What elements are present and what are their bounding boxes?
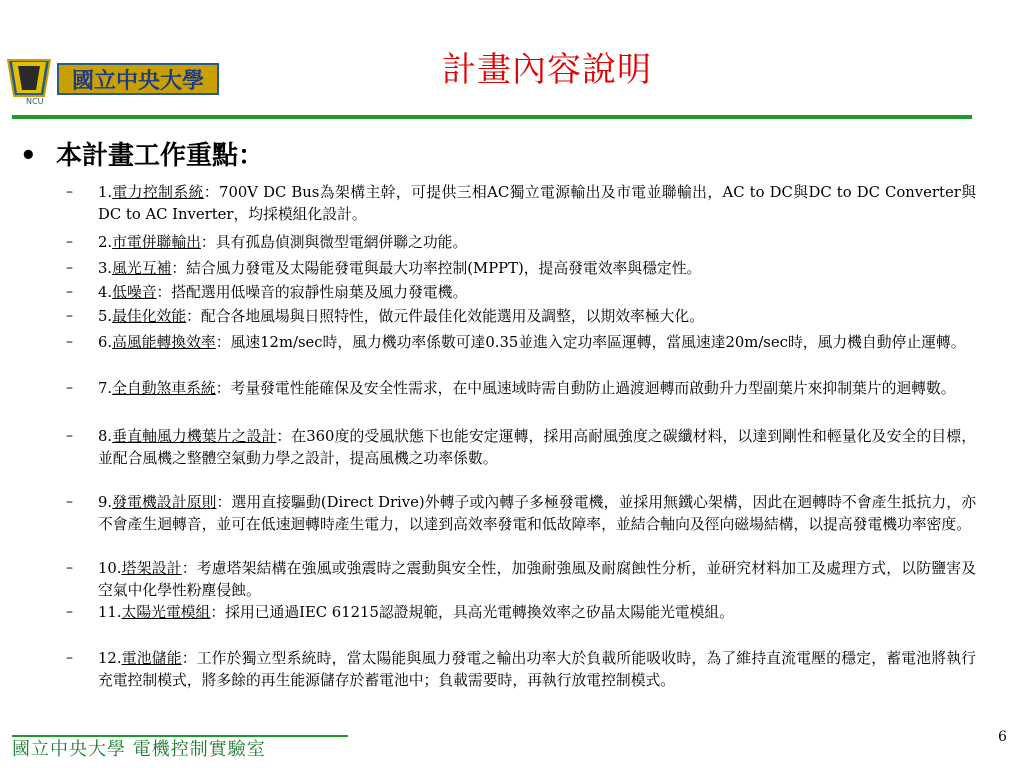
item-text: ：結合風力發電及太陽能發電與最大功率控制(MPPT)，提高發電效率與穩定性。	[171, 260, 702, 277]
item-number: 2.	[98, 234, 113, 251]
item-term: 太陽光電模組	[121, 604, 211, 621]
page-number: 6	[998, 729, 1007, 745]
item-number: 12.	[98, 650, 122, 667]
item-text: ：具有孤島偵測與微型電網併聯之功能。	[200, 234, 468, 251]
item-text: ：採用已通過IEC 61215認證規範，具高光電轉換效率之矽晶太陽能光電模組。	[210, 604, 734, 621]
dash-bullet: –	[66, 284, 73, 300]
item-term: 高風能轉換效率	[112, 334, 216, 351]
dash-bullet: –	[66, 334, 73, 350]
item-text: ：配合各地風場與日照特性，做元件最佳化效能選用及調整，以期效率極大化。	[186, 308, 705, 325]
item-number: 5.	[98, 308, 113, 325]
bullet-icon: •	[20, 141, 37, 171]
item-number: 1.	[98, 184, 113, 201]
item-term: 全自動煞車系統	[112, 380, 216, 397]
item-number: 9.	[98, 494, 113, 511]
dash-bullet: –	[66, 428, 73, 444]
dash-bullet: –	[66, 260, 73, 276]
item-text: ：選用直接驅動(Direct Drive)外轉子或內轉子多極發電機，並採用無鐵心架構，因此在迴轉時不會產生抵抗力，亦不會產生迴轉音，並可在低速迴轉時產生電力，以達到高效率發電和低故障率，並結合軸向及徑向磁場結構，以提高發電機功率密度。	[98, 494, 976, 533]
item-number: 11.	[98, 604, 122, 621]
item-text: ：工作於獨立型系統時，當太陽能與風力發電之輸出功率大於負載所能吸收時，為了維持直流電壓的穩定，蓄電池將執行充電控制模式，將多餘的再生能源儲存於蓄電池中；負載需要時，再執行放電控制模式。	[98, 650, 976, 689]
logo-text: 國立中央大學	[71, 68, 205, 94]
item-term: 最佳化效能	[112, 308, 187, 325]
title-divider	[12, 115, 972, 119]
item-number: 10.	[98, 560, 122, 577]
item-term: 電池儲能	[121, 650, 182, 667]
section-heading	[20, 138, 264, 174]
item-term: 風光互補	[112, 260, 172, 277]
item-term: 低噪音	[112, 284, 157, 301]
dash-bullet: –	[66, 308, 73, 324]
dash-bullet: –	[66, 604, 73, 620]
dash-bullet: –	[66, 560, 73, 576]
item-term: 電力控制系統	[112, 184, 204, 201]
item-term: 塔架設計	[121, 560, 182, 577]
dash-bullet: –	[66, 184, 73, 200]
item-text: ：風速12m/sec時，風力機功率係數可達0.35並進入定功率區運轉，當風速達20m/sec時，風力機自動停止運轉。	[215, 334, 966, 351]
dash-bullet: –	[66, 234, 73, 250]
item-text: ：在360度的受風狀態下也能安定運轉，採用高耐風強度之碳纖材料，以達到剛性和輕量化及安全的目標，並配合風機之整體空氣動力學之設計，提高風機之功率係數。	[98, 428, 976, 467]
item-text: ：考量發電性能確保及安全性需求，在中風速域時需自動防止過渡迴轉而啟動升力型副葉片來抑制葉片的迴轉數。	[215, 380, 956, 397]
item-number: 7.	[98, 380, 113, 397]
item-number: 6.	[98, 334, 113, 351]
item-text: ：700V DC Bus為架構主幹，可提供三相AC獨立電源輸出及市電並聯輸出，AC to DC與DC to DC Converter與DC to AC Inverter，均採模組化設計。	[98, 184, 976, 223]
item-text: ：考慮塔架結構在強風或強震時之震動與安全性，加強耐強風及耐腐蝕性分析，並研究材料加工及處理方式，以防鹽害及空氣中化學性粉塵侵蝕。	[98, 560, 976, 599]
footer-text: 國立中央大學 電機控制實驗室	[12, 739, 266, 760]
logo-badge-text: NCU	[26, 97, 44, 106]
dash-bullet: –	[66, 380, 73, 396]
section-heading-text: 本計畫工作重點：	[56, 141, 265, 171]
item-number: 4.	[98, 284, 113, 301]
dash-bullet: –	[66, 650, 73, 666]
item-number: 3.	[98, 260, 113, 277]
dash-bullet: –	[66, 494, 73, 510]
item-text: ：搭配選用低噪音的寂靜性扇葉及風力發電機。	[156, 284, 468, 301]
item-number: 8.	[98, 428, 113, 445]
item-term: 垂直軸風力機葉片之設計	[112, 428, 277, 445]
page-title: 計畫內容說明	[442, 50, 652, 90]
item-term: 市電併聯輸出	[112, 234, 201, 251]
item-term: 發電機設計原則	[112, 494, 217, 511]
